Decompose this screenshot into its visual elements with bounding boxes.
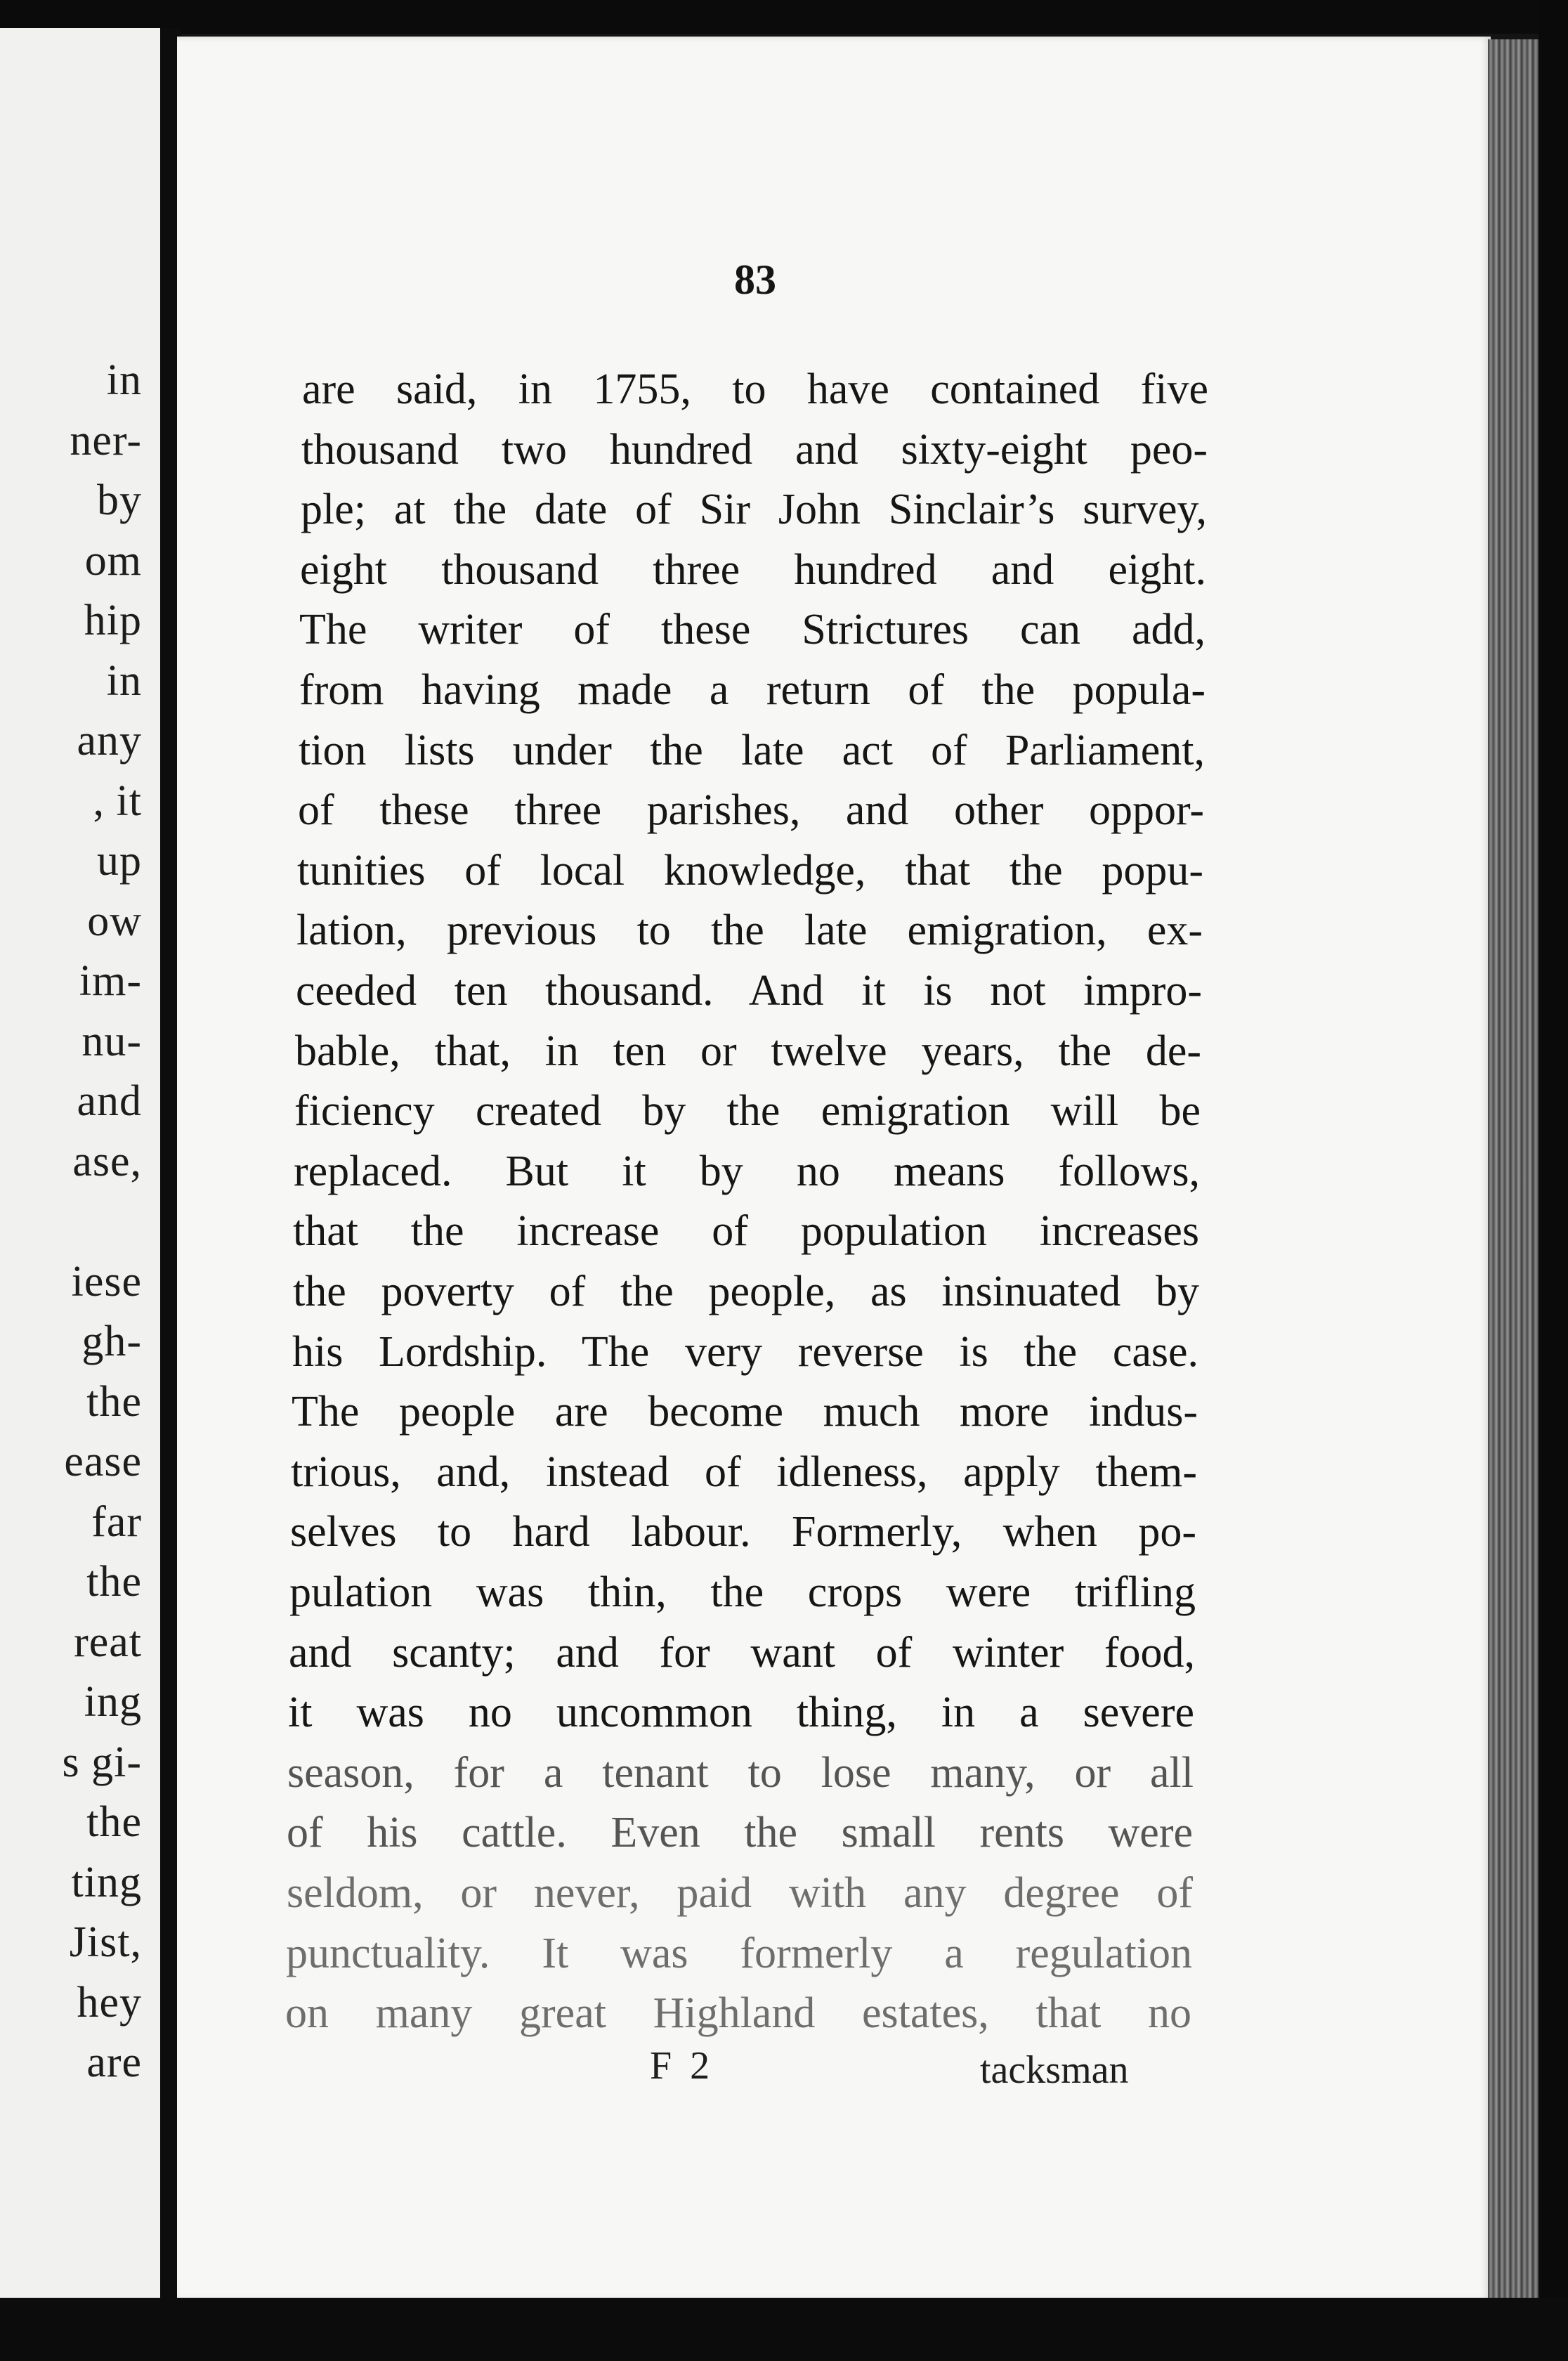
- facing-page-fragment: , it: [93, 777, 142, 825]
- text-line: The people are become much more indus-: [292, 1388, 1198, 1436]
- catchword: tacksman: [980, 2048, 1129, 2092]
- text-line: lation, previous to the late emigration, ex-: [296, 906, 1203, 954]
- text-line: The writer of these Strictures can add,: [299, 606, 1206, 653]
- facing-page-fragment: im-: [79, 957, 142, 1005]
- facing-page-strip: [0, 28, 160, 2298]
- text-line: ceeded ten thousand. And it is not impro-: [296, 967, 1202, 1015]
- facing-page-fragment: ease: [64, 1438, 142, 1485]
- facing-page-fragment: hip: [84, 597, 142, 644]
- facing-page-fragment: up: [97, 837, 142, 885]
- text-line: selves to hard labour. Formerly, when po-: [290, 1508, 1196, 1556]
- page-number: 83: [734, 256, 776, 303]
- facing-page-fragment: ner-: [70, 417, 142, 464]
- facing-page-fragment: the: [86, 1558, 142, 1606]
- text-line: bable, that, in ten or twelve years, the de-: [295, 1027, 1201, 1075]
- facing-page-fragment: far: [91, 1498, 142, 1546]
- text-line: of his cattle. Even the small rents were: [287, 1809, 1193, 1856]
- text-line: thousand two hundred and sixty-eight peo-: [301, 426, 1208, 474]
- facing-page-fragment: ase,: [72, 1138, 142, 1185]
- text-line: tunities of local knowledge, that the popu-: [297, 847, 1203, 895]
- text-line: and scanty; and for want of winter food,: [289, 1629, 1195, 1677]
- text-line: tion lists under the late act of Parliament,: [299, 727, 1205, 774]
- text-line: replaced. But it by no means follows,: [294, 1147, 1200, 1195]
- facing-page-fragment: in: [106, 657, 142, 705]
- text-line: ficiency created by the emigration will be: [294, 1087, 1201, 1135]
- facing-page-fragment: ting: [71, 1859, 142, 1906]
- signature-mark: F 2: [650, 2044, 714, 2088]
- facing-page-fragment: the: [86, 1798, 142, 1846]
- text-line: it was no uncommon thing, in a severe: [288, 1689, 1194, 1736]
- text-line: of these three parishes, and other oppor-: [298, 786, 1204, 834]
- text-line: trious, and, instead of idleness, apply them-: [291, 1448, 1197, 1496]
- facing-page-fragment: Jist,: [69, 1918, 142, 1966]
- text-line: seldom, or never, paid with any degree of: [287, 1869, 1193, 1917]
- text-line: are said, in 1755, to have contained five: [302, 365, 1208, 413]
- text-line: his Lordship. The very reverse is the case.: [292, 1328, 1198, 1376]
- text-line: eight thousand three hundred and eight.: [300, 546, 1206, 594]
- facing-page-fragment: reat: [74, 1618, 142, 1666]
- facing-page-fragment: are: [86, 2038, 142, 2086]
- facing-page-fragment: hey: [77, 1979, 142, 2027]
- facing-page-fragment: any: [77, 717, 142, 765]
- facing-page-fragment: iese: [71, 1258, 142, 1306]
- facing-page-fragment: ow: [87, 897, 142, 945]
- text-line: punctuality. It was formerly a regulation: [286, 1930, 1192, 1977]
- scan-right-border: [1538, 0, 1568, 2361]
- text-line: on many great Highland estates, that no: [285, 1989, 1191, 2037]
- facing-page-fragment: in: [106, 356, 142, 404]
- page-edge: [1488, 39, 1538, 2323]
- text-line: from having made a return of the popula-: [299, 666, 1206, 714]
- scan-bottom-border: [0, 2298, 1568, 2361]
- facing-page-fragment: and: [77, 1077, 142, 1125]
- text-line: season, for a tenant to lose many, or all: [287, 1749, 1194, 1797]
- facing-page-fragment: nu-: [81, 1017, 142, 1065]
- facing-page-fragment: ing: [84, 1678, 142, 1726]
- facing-page-fragment: gh-: [81, 1318, 142, 1365]
- facing-page-fragment: by: [97, 476, 142, 524]
- text-line: that the increase of population increases: [293, 1207, 1199, 1255]
- facing-page-fragment: s gi-: [62, 1738, 142, 1786]
- text-line: the poverty of the people, as insinuated by: [293, 1268, 1199, 1315]
- text-line: ple; at the date of Sir John Sinclair’s survey,: [301, 486, 1207, 533]
- scan-top-border: [0, 0, 1568, 34]
- facing-page-fragment: the: [86, 1378, 142, 1426]
- facing-page-fragment: om: [84, 537, 142, 585]
- text-line: pulation was thin, the crops were trifling: [289, 1568, 1196, 1616]
